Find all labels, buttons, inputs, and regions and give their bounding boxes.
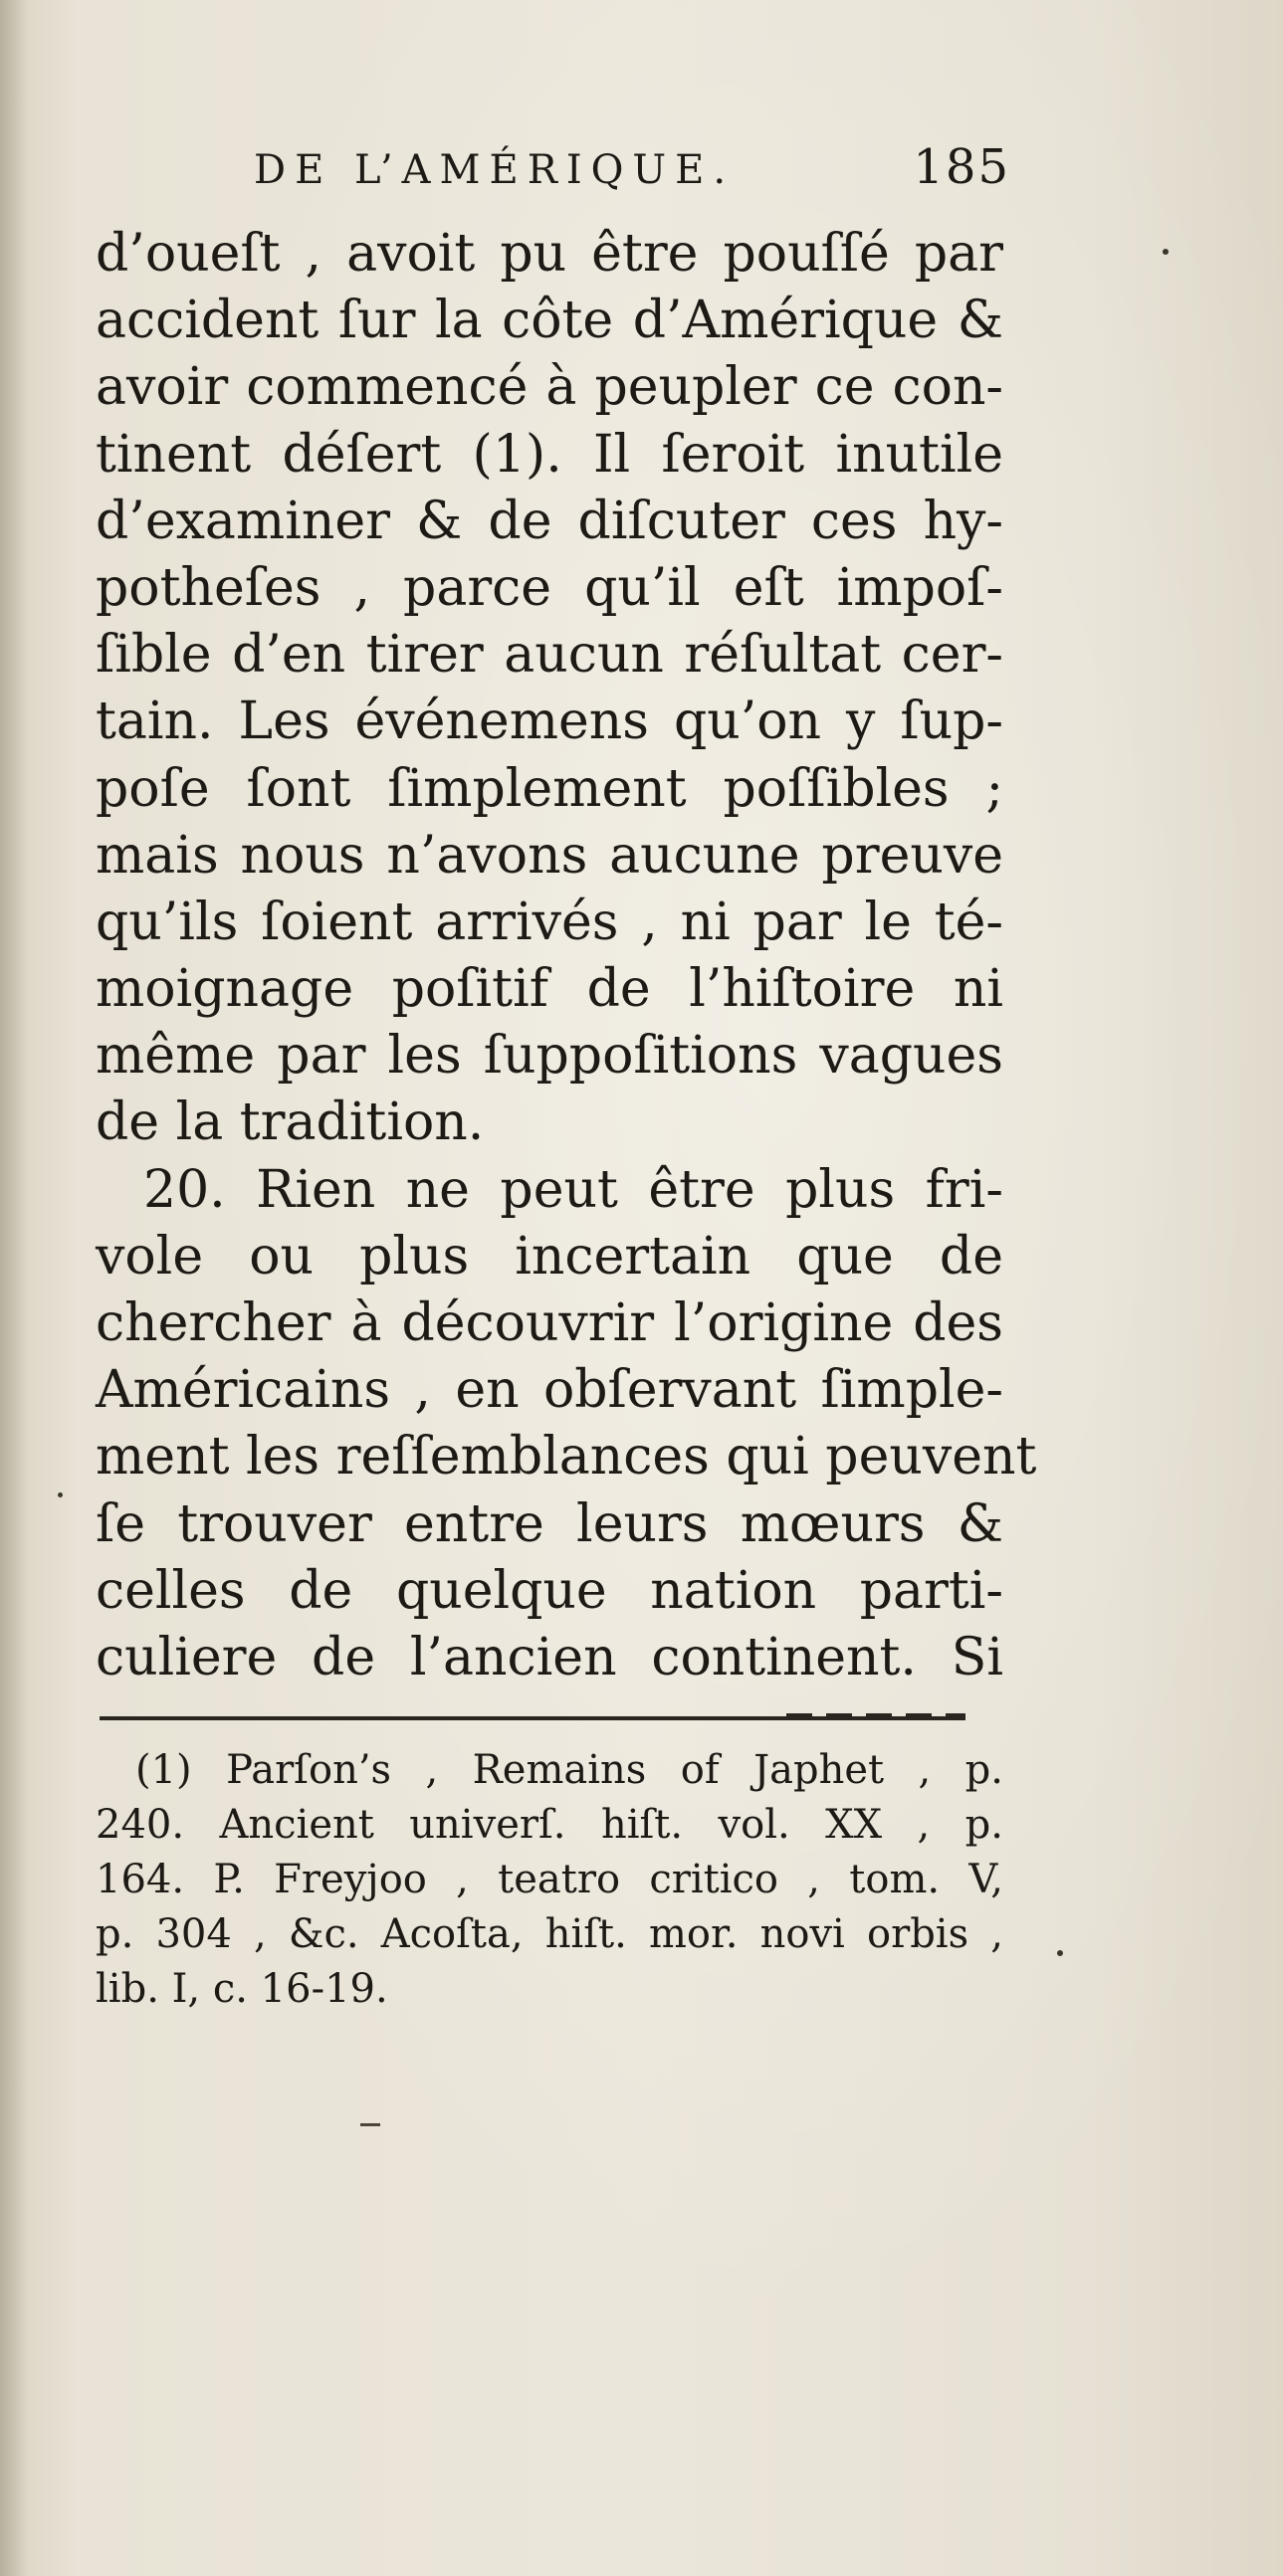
page-number: 185 (913, 139, 1010, 195)
text-line: celles de quelque nation parti- (96, 1560, 1003, 1621)
paper-speck (1163, 249, 1169, 255)
footnote-rule (100, 1716, 965, 1720)
body-text (96, 221, 1037, 1691)
text-line: d’examiner & de diſcuter ces hy- (96, 491, 1003, 551)
text-line: de la tradition. (96, 1092, 485, 1153)
text-line: ment les reſſemblances qui peuvent (96, 1427, 1037, 1487)
running-title: DE L’AMÉRIQUE. (254, 147, 736, 193)
footnote-line: 164. P. Freyjoo , teatro critico , tom. V, (96, 1857, 1003, 1902)
paper-speck (1057, 1950, 1063, 1956)
text-line: 20. Rien ne peut être plus fri- (143, 1159, 1003, 1220)
page-header (254, 139, 1010, 199)
text-line: moignage poſitif de l’hiſtoire ni (96, 959, 1003, 1020)
text-line: tinent déſert (1). Il ſeroit inutile (96, 424, 1003, 485)
text-line: Américains , en obſervant ſimple- (96, 1360, 1003, 1421)
footnote (96, 1743, 1003, 2017)
footnote-line: (1) Parſon’s , Remains of Japhet , p. (135, 1747, 1003, 1793)
text-line: avoir commencé à peupler ce con- (96, 357, 1003, 418)
text-line: chercher à découvrir l’origine des (96, 1293, 1003, 1353)
text-line: d’oueſt , avoit pu être pouſſé par (96, 224, 1003, 284)
stray-dash-mark (360, 2123, 380, 2126)
text-line: ſe trouver entre leurs mœurs & (96, 1493, 1003, 1554)
paper-speck (58, 1492, 63, 1497)
footnote-line: p. 304 , &c. Acoſta, hiſt. mor. novi orbis , (96, 1911, 1003, 1957)
text-line: accident ſur la côte d’Amérique & (96, 291, 1003, 351)
text-line: qu’ils ſoient arrivés , ni par le té- (96, 892, 1003, 952)
footnote-line: 240. Ancient univerſ. hiſt. vol. XX , p. (96, 1802, 1003, 1848)
text-line: ſible d’en tirer aucun réſultat cer- (96, 625, 1003, 686)
gutter-shadow (0, 0, 28, 2576)
footnote-rule-tail (786, 1713, 965, 1716)
text-line: même par les ſuppoſitions vagues (96, 1026, 1003, 1087)
text-line: potheſes , parce qu’il eſt impoſ- (96, 557, 1003, 618)
text-line: tain. Les événemens qu’on y ſup- (96, 692, 1003, 752)
text-line: poſe ſont ſimplement poſſibles ; (96, 758, 1003, 819)
text-line: mais nous n’avons aucune preuve (96, 825, 1003, 886)
text-line: vole ou plus incertain que de (96, 1226, 1003, 1287)
footnote-line: lib. I, c. 16-19. (96, 1966, 388, 2012)
text-line: culiere de l’ancien continent. Si (96, 1627, 1003, 1687)
